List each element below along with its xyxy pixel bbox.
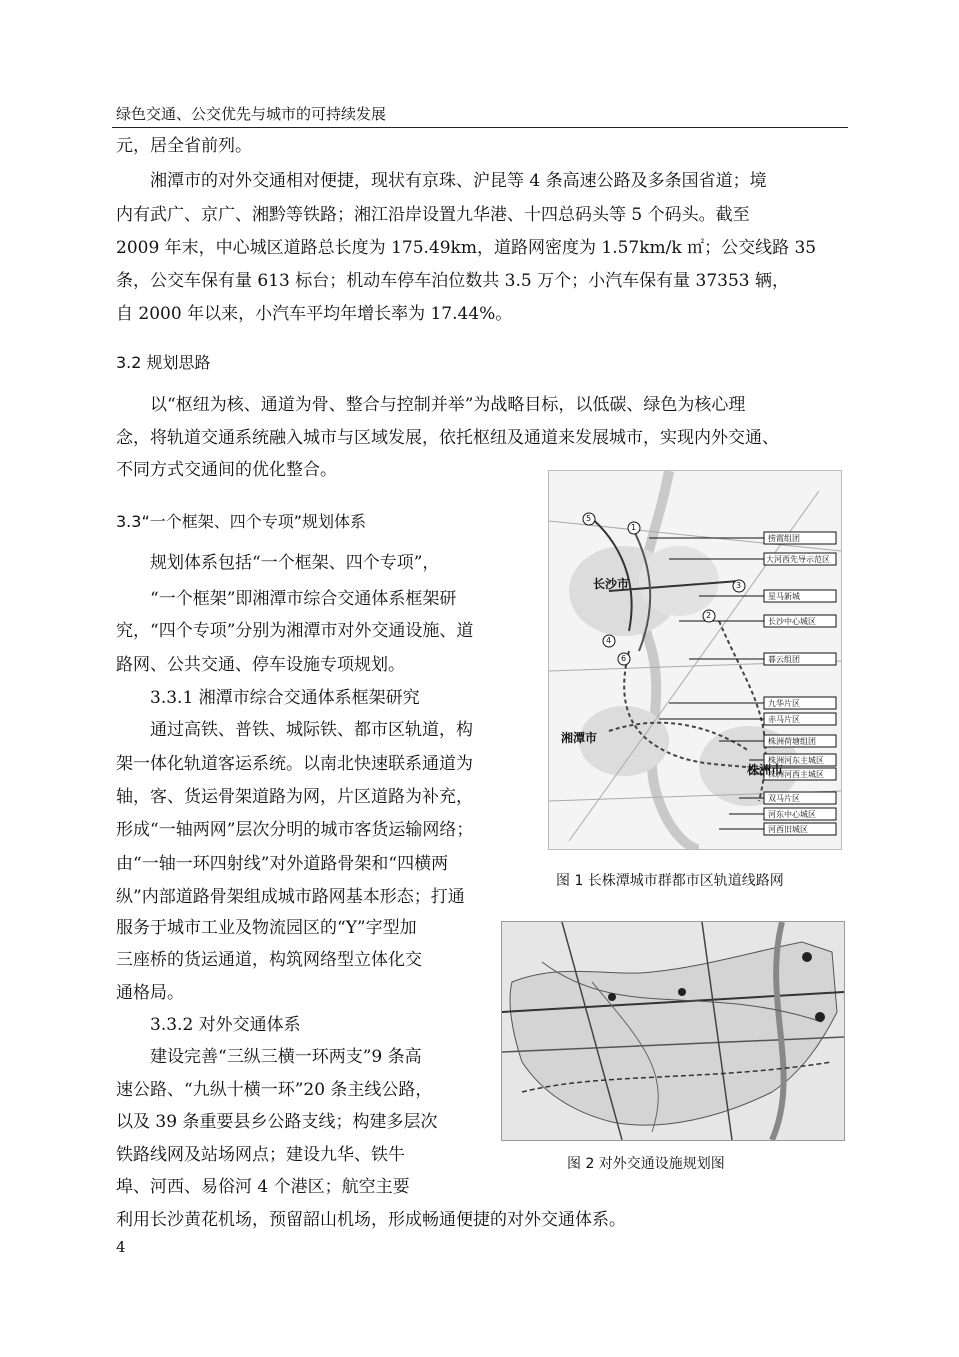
line-number: 2 (706, 611, 712, 620)
figure-caption: 图 1 长株潭城市群都市区轨道线路网 (556, 873, 784, 889)
body-line: 究，“四个专项”分别为湘潭市对外交通设施、道 (116, 621, 474, 641)
body-line: 三座桥的货运通道，构筑网络型立体化交 (116, 950, 422, 970)
body-line: 不同方式交通间的优化整合。 (116, 460, 337, 480)
body-line: 湘潭市的对外交通相对便捷，现状有京珠、沪昆等 4 条高速公路及多条国省道；境 (150, 171, 767, 191)
body-line: 服务于城市工业及物流园区的“Y”字型加 (116, 918, 417, 938)
figure-caption: 图 2 对外交通设施规划图 (567, 1156, 725, 1172)
map-callout: 河西旧城区 (768, 825, 808, 834)
body-line: 规划体系包括“一个框架、四个专项”， (150, 553, 440, 573)
body-line: 通过高铁、普铁、城际铁、都市区轨道，构 (150, 720, 473, 740)
body-line: 铁路线网及站场网点；建设九华、铁牛 (116, 1145, 405, 1165)
line-number: 5 (586, 514, 592, 523)
city-label-xiangtan: 湘潭市 (561, 731, 598, 745)
line-number: 3 (736, 581, 742, 590)
map-callout: 株洲河西主城区 (768, 770, 824, 779)
body-line: 利用长沙黄花机场，预留韶山机场，形成畅通便捷的对外交通体系。 (116, 1210, 626, 1230)
body-line: 路网、公共交通、停车设施专项规划。 (116, 655, 405, 675)
section-heading: 3.2 规划思路 (116, 353, 211, 372)
body-line: 轴，客、货运骨架道路为网，片区道路为补充， (116, 787, 473, 807)
body-line: 速公路、“九纵十横一环”20 条主线公路， (116, 1080, 433, 1100)
section-heading: 3.3“一个框架、四个专项”规划体系 (116, 512, 367, 531)
map-callout: 星马新城 (768, 592, 800, 601)
subsection-heading: 3.3.1 湘潭市综合交通体系框架研究 (150, 688, 420, 708)
map-callout: 大河西先导示范区 (766, 555, 830, 564)
body-line: 内有武广、京广、湘黔等铁路；湘江沿岸设置九华港、十四总码头等 5 个码头。截至 (116, 205, 750, 225)
body-line: 通格局。 (116, 983, 184, 1003)
subsection-heading: 3.3.2 对外交通体系 (150, 1015, 301, 1035)
map-callout: 株洲河东主城区 (768, 756, 824, 765)
body-line: 以及 39 条重要县乡公路支线；构建多层次 (116, 1112, 438, 1132)
body-line: 建设完善“三纵三横一环两支”9 条高 (150, 1047, 422, 1067)
map-callout: 暮云组团 (768, 655, 800, 664)
running-header: 绿色交通、公交优先与城市的可持续发展 (116, 105, 387, 123)
body-line: 埠、河西、易俗河 4 个港区；航空主要 (116, 1177, 410, 1197)
header-rule (112, 127, 848, 128)
body-line: 条，公交车保有量 613 标台；机动车停车泊位数共 3.5 万个；小汽车保有量 37353 辆， (116, 271, 789, 291)
line-number: 4 (606, 636, 612, 645)
body-line: 念，将轨道交通系统融入城市与区域发展，依托枢纽及通道来发展城市，实现内外交通、 (116, 428, 779, 448)
body-line: 元，居全省前列。 (116, 136, 252, 156)
body-line: 由“一轴一环四射线”对外道路骨架和“四横两 (116, 854, 449, 874)
rail-network-map (548, 470, 842, 850)
line-number: 1 (631, 523, 637, 532)
line-number: 6 (621, 654, 627, 663)
city-label-zhuzhou: 株洲市 (747, 763, 784, 777)
map-callout: 长沙中心城区 (768, 617, 816, 626)
map-callout: 河东中心城区 (768, 810, 816, 819)
map-callout: 九华片区 (768, 699, 800, 708)
map-callout: 双马片区 (768, 794, 800, 803)
external-transport-drawing (502, 922, 844, 1140)
page-number: 4 (116, 1238, 126, 1256)
map-callout: 株洲荷塘组团 (768, 737, 816, 746)
city-label-changsha: 长沙市 (593, 577, 630, 591)
map-callout: 赤马片区 (768, 715, 800, 724)
body-line: 纵”内部道路骨架组成城市路网基本形态；打通 (116, 887, 465, 907)
map-callout: 捞霞组团 (768, 534, 800, 543)
body-line: 以“枢纽为核、通道为骨、整合与控制并举”为战略目标，以低碳、绿色为核心理 (150, 395, 746, 415)
body-line: 自 2000 年以来，小汽车平均年增长率为 17.44%。 (116, 304, 513, 324)
body-line: 架一体化轨道客运系统。以南北快速联系通道为 (116, 754, 473, 774)
body-line: “一个框架”即湘潭市综合交通体系框架研 (150, 589, 457, 609)
external-transport-map (501, 921, 845, 1141)
body-line: 2009 年末，中心城区道路总长度为 175.49km，道路网密度为 1.57km/k ㎡；公交线路 35 (116, 238, 817, 258)
body-line: 形成“一轴两网”层次分明的城市客货运输网络； (116, 820, 474, 840)
